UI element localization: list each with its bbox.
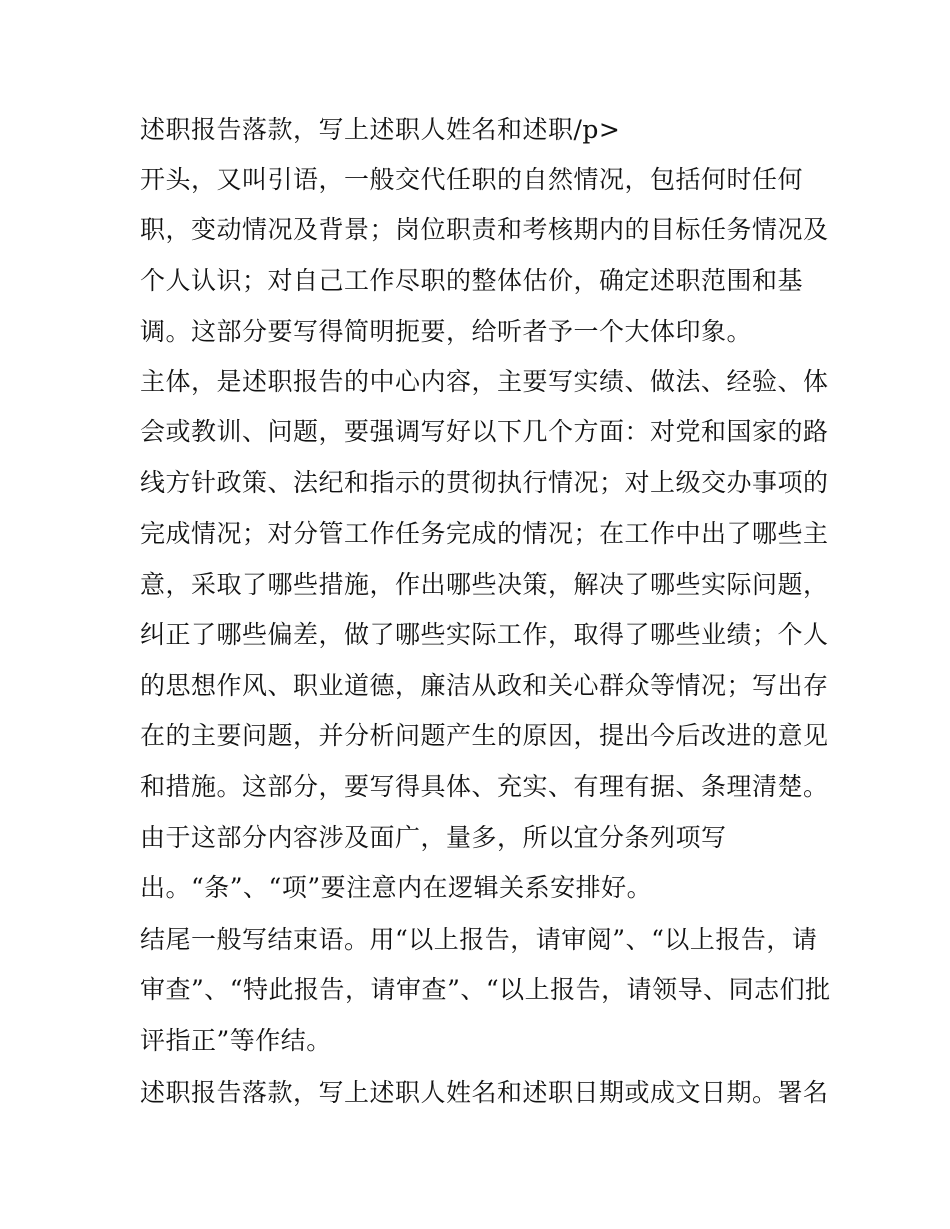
text-line: 评指正”等作结。 — [140, 1026, 332, 1055]
text-line: 在的主要问题，并分析问题产生的原因，提出今后改进的意见 — [140, 721, 829, 750]
text-line: 述职报告落款，写上述职人姓名和述职/p> — [140, 115, 621, 144]
text-line: 线方针政策、法纪和指示的贯彻执行情况；对上级交办事项的 — [140, 468, 829, 497]
text-line: 结尾一般写结束语。用“以上报告，请审阅”、“以上报告，请 — [140, 925, 818, 954]
text-line: 主体，是述职报告的中心内容，主要写实绩、做法、经验、体 — [140, 367, 829, 396]
text-line: 由于这部分内容涉及面广，量多，所以宜分条列项写 — [140, 823, 727, 852]
text-line: 和措施。这部分，要写得具体、充实、有理有据、条理清楚。 — [140, 772, 829, 801]
text-line: 完成情况；对分管工作任务完成的情况；在工作中出了哪些主 — [140, 519, 829, 548]
text-line: 意，采取了哪些措施，作出哪些决策，解决了哪些实际问题， — [140, 570, 829, 599]
text-line: 出。“条”、“项”要注意内在逻辑关系安排好。 — [140, 873, 653, 902]
text-line: 的思想作风、职业道德，廉洁从政和关心群众等情况；写出存 — [140, 671, 829, 700]
text-line: 述职报告落款，写上述职人姓名和述职日期或成文日期。署名 — [140, 1078, 829, 1107]
text-line: 纠正了哪些偏差，做了哪些实际工作，取得了哪些业绩；个人 — [140, 620, 829, 649]
text-line: 会或教训、问题，要强调写好以下几个方面：对党和国家的路 — [140, 417, 829, 446]
text-line: 职，变动情况及背景；岗位职责和考核期内的目标任务情况及 — [140, 215, 829, 244]
text-line: 个人认识；对自己工作尽职的整体估价，确定述职范围和基 — [140, 266, 804, 295]
text-line: 审查”、“特此报告，请审查”、“以上报告，请领导、同志们批 — [140, 975, 831, 1004]
text-line: 开头，又叫引语，一般交代任职的自然情况，包括何时任何 — [140, 165, 804, 194]
text-line: 调。这部分要写得简明扼要，给听者予一个大体印象。 — [140, 317, 753, 346]
